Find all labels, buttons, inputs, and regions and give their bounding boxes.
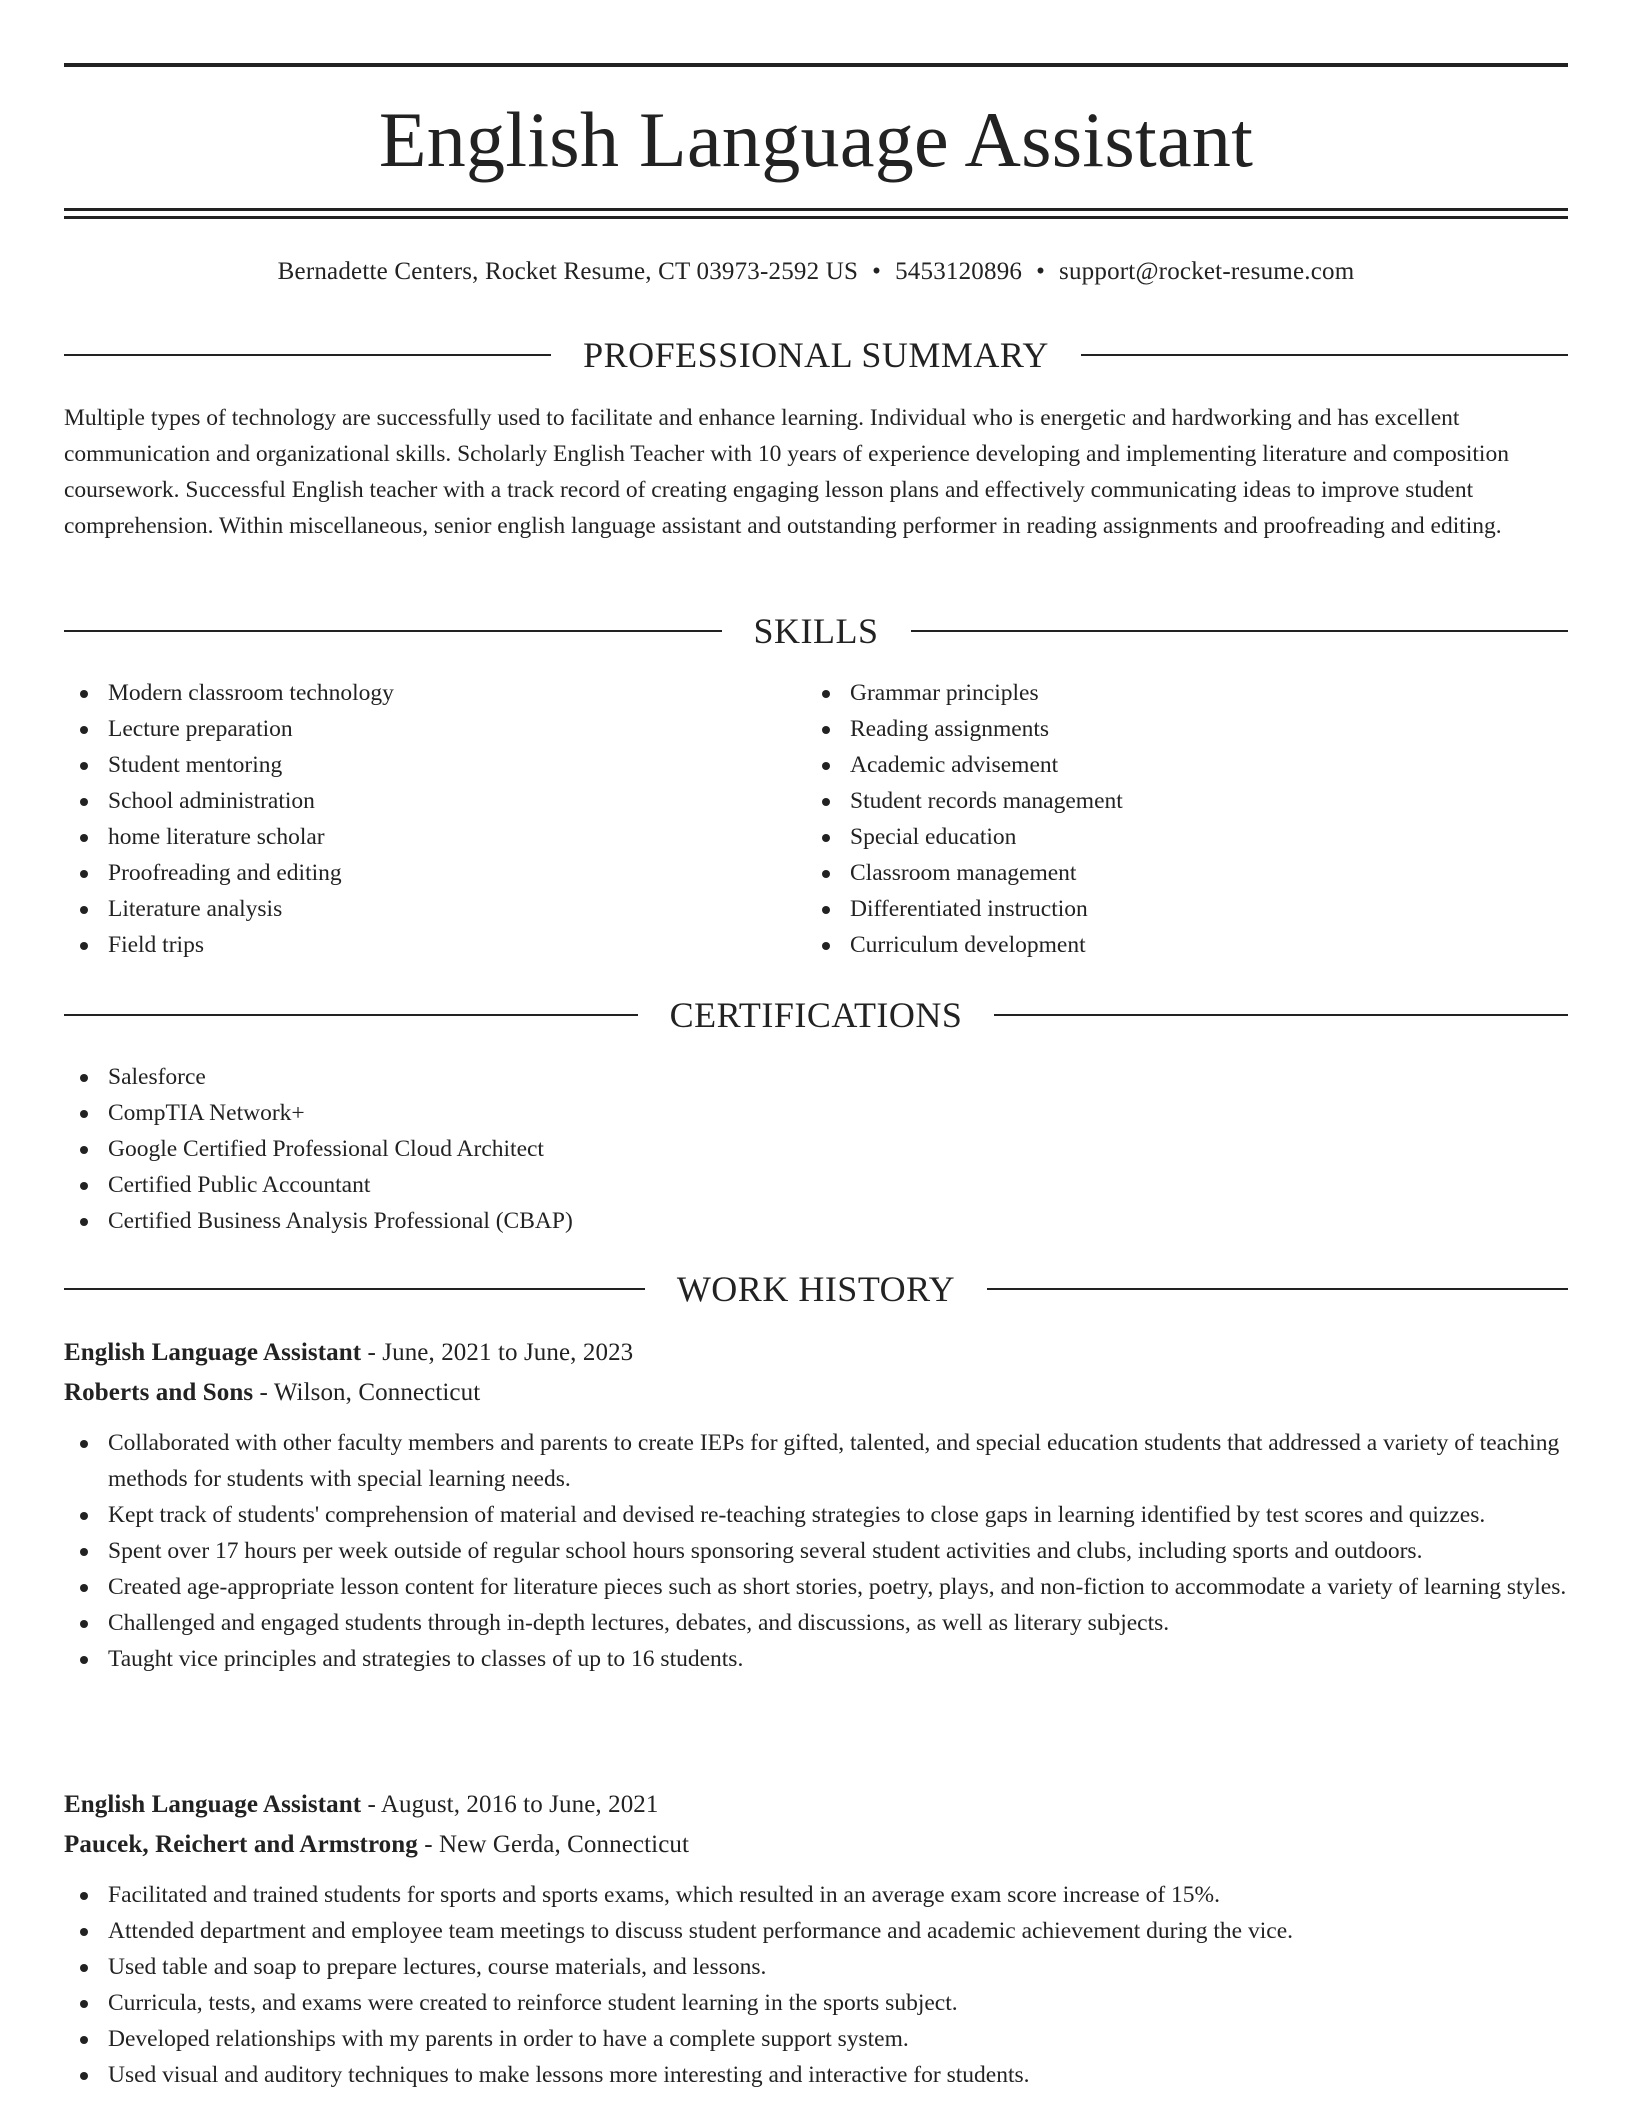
certification-item: Salesforce xyxy=(64,1059,1568,1095)
job-location: - New Gerda, Connecticut xyxy=(417,1831,690,1858)
job-duty-item: Used table and soap to prepare lectures, course materials, and lessons. xyxy=(64,1949,1568,1985)
section-title: WORK HISTORY xyxy=(676,1269,956,1309)
job-entry xyxy=(64,1785,1568,2093)
section-divider xyxy=(911,630,1569,632)
skill-item: Reading assignments xyxy=(806,711,1546,747)
skill-item: Differentiated instruction xyxy=(806,891,1546,927)
section-title: SKILLS xyxy=(753,611,879,651)
job-duty-item: Used visual and auditory techniques to make lessons more interesting and interactive for students. xyxy=(64,2057,1568,2093)
certification-item: Google Certified Professional Cloud Architect xyxy=(64,1131,1568,1167)
skill-item: Student records management xyxy=(806,783,1546,819)
professional-summary: Multiple types of technology are successfully used to facilitate and enhance learning. Individual who is energetic and hardworking and has excellent communication and organizational skills. Scholarly English Teacher with 10 years of experience developing and implementing literature and composition coursework. Successful English teacher with a track record of creating engaging lesson plans and effectively communicating ideas to improve student comprehension. Within miscellaneous, senior english language assistant and outstanding performer in reading assignments and proofreading and editing. xyxy=(64,405,1509,539)
skill-item: Proofreading and editing xyxy=(64,855,804,891)
certification-item: CompTIA Network+ xyxy=(64,1095,1568,1131)
skill-item: Student mentoring xyxy=(64,747,804,783)
skill-item: Modern classroom technology xyxy=(64,675,804,711)
job-duty-item: Facilitated and trained students for sports and sports exams, which resulted in an average exam score increase of 15%. xyxy=(64,1877,1568,1913)
section-heading-work-history xyxy=(64,1267,1568,1311)
certification-item: Certified Public Accountant xyxy=(64,1167,1568,1203)
job-title: English Language Assistant xyxy=(64,1339,362,1366)
section-divider xyxy=(64,1014,638,1016)
section-divider xyxy=(1081,354,1568,356)
certification-item: Certified Business Analysis Professional (CBAP) xyxy=(64,1203,1568,1239)
section-divider xyxy=(64,354,551,356)
contact-line xyxy=(64,254,1568,290)
job-entry xyxy=(64,1333,1568,1677)
skill-item: Lecture preparation xyxy=(64,711,804,747)
job-location: - Wilson, Connecticut xyxy=(253,1379,481,1406)
job-duty-item: Developed relationships with my parents in order to have a complete support system. xyxy=(64,2021,1568,2057)
header-double-rule-lower xyxy=(64,216,1568,219)
skills-column-right xyxy=(806,675,1546,963)
certifications-list xyxy=(64,1059,1568,1239)
contact-separator: • xyxy=(1036,258,1046,285)
section-heading-skills xyxy=(64,609,1568,653)
skill-item: Classroom management xyxy=(806,855,1546,891)
contact-email: support@rocket-resume.com xyxy=(1059,258,1355,285)
section-title: CERTIFICATIONS xyxy=(669,995,963,1035)
section-heading-certifications xyxy=(64,993,1568,1037)
job-company-line xyxy=(64,1825,1568,1865)
job-company: Roberts and Sons xyxy=(64,1379,254,1406)
skill-item: home literature scholar xyxy=(64,819,804,855)
skill-item: Special education xyxy=(806,819,1546,855)
contact-separator: • xyxy=(872,258,882,285)
job-dates: - August, 2016 to June, 2021 xyxy=(361,1791,659,1818)
skill-item: Grammar principles xyxy=(806,675,1546,711)
job-duties xyxy=(64,1425,1568,1677)
skill-item: Field trips xyxy=(64,927,804,963)
job-duties xyxy=(64,1877,1568,2093)
job-duty-item: Curricula, tests, and exams were created to reinforce student learning in the sports subject. xyxy=(64,1985,1568,2021)
job-duty-item: Created age-appropriate lesson content for literature pieces such as short stories, poetry, plays, and non-fiction to accommodate a variety of learning styles. xyxy=(64,1569,1568,1605)
job-duty-item: Collaborated with other faculty members and parents to create IEPs for gifted, talented, and special education students that addressed a variety of teaching methods for students with special learning needs. xyxy=(64,1425,1568,1497)
section-divider xyxy=(987,1288,1568,1290)
skill-item: Curriculum development xyxy=(806,927,1546,963)
section-title: PROFESSIONAL SUMMARY xyxy=(583,335,1049,375)
skill-item: School administration xyxy=(64,783,804,819)
section-divider xyxy=(994,1014,1568,1016)
skills-column-left xyxy=(64,675,804,963)
job-company: Paucek, Reichert and Armstrong xyxy=(64,1831,418,1858)
section-divider xyxy=(64,630,722,632)
skill-item: Literature analysis xyxy=(64,891,804,927)
job-duty-item: Spent over 17 hours per week outside of regular school hours sponsoring several student activities and clubs, including sports and outdoors. xyxy=(64,1533,1568,1569)
job-duty-item: Attended department and employee team meetings to discuss student performance and academic achievement during the vice. xyxy=(64,1913,1568,1949)
section-divider xyxy=(64,1288,645,1290)
header-double-rule-upper xyxy=(64,208,1568,211)
job-company-line xyxy=(64,1373,1568,1413)
header-top-rule xyxy=(64,63,1568,67)
contact-phone: 5453120896 xyxy=(895,258,1023,285)
job-duty-item: Kept track of students' comprehension of material and devised re-teaching strategies to close gaps in learning identified by test scores and quizzes. xyxy=(64,1497,1568,1533)
job-title: English Language Assistant xyxy=(64,1791,362,1818)
skill-item: Academic advisement xyxy=(806,747,1546,783)
contact-address: Bernadette Centers, Rocket Resume, CT 03973-2592 US xyxy=(277,258,859,285)
job-title-line xyxy=(64,1333,1568,1373)
resume-title: English Language Assistant xyxy=(378,96,1254,183)
section-heading-summary xyxy=(64,333,1568,377)
job-title-line xyxy=(64,1785,1568,1825)
job-dates: - June, 2021 to June, 2023 xyxy=(361,1339,634,1366)
job-duty-item: Taught vice principles and strategies to classes of up to 16 students. xyxy=(64,1641,1568,1677)
job-duty-item: Challenged and engaged students through in-depth lectures, debates, and discussions, as well as literary subjects. xyxy=(64,1605,1568,1641)
